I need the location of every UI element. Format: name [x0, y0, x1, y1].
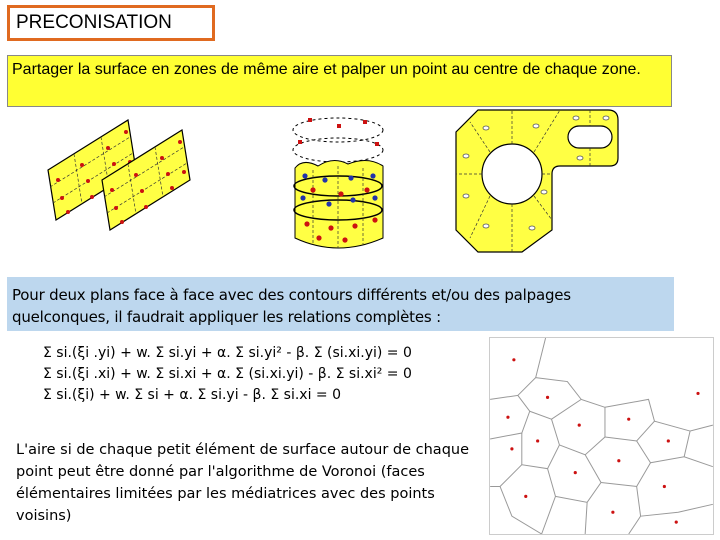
formula-line: Σ si.(ξi) + w. Σ si + α. Σ si.yi - β. Σ si.xi = 0: [43, 387, 342, 403]
formula-list: [43, 343, 412, 406]
voronoi-diagram-figure: [489, 337, 714, 535]
formula-line: Σ si.(ξi .xi) + w. Σ si.xi + α. Σ (si.xi.yi) - β. Σ si.xi² = 0: [43, 366, 412, 382]
cylinder-body: [294, 160, 383, 248]
intro-text: Partager la surface en zones de même aire et palper un point au centre de chaque zone.: [12, 61, 641, 78]
note-box: [7, 277, 674, 331]
formula-line: Σ si.(ξi .yi) + w. Σ si.yi + α. Σ si.yi² - β. Σ (si.xi.yi) = 0: [43, 345, 412, 361]
holed-plate-figure: [450, 108, 660, 258]
intro-box: [7, 55, 672, 107]
page-title: [7, 5, 215, 41]
voronoi-paragraph: L'aire si de chaque petit élément de surface autour de chaque point peut être donné par l'algorithme de Voronoi (faces élémentaires limitées par les médiatrices avec des points voisins): [16, 442, 470, 524]
voronoi-edges: [490, 338, 713, 534]
note-text: Pour deux plans face à face avec des contours différents et/ou des palpages quelconques, il faudrait appliquer les relations complètes :: [12, 286, 571, 326]
title-text: PRECONISATION: [16, 12, 172, 33]
parallel-plates-figure: [44, 118, 209, 233]
voronoi-sites: [506, 358, 699, 524]
holed-plate: [456, 110, 618, 252]
cylinder-figure: [283, 108, 393, 258]
